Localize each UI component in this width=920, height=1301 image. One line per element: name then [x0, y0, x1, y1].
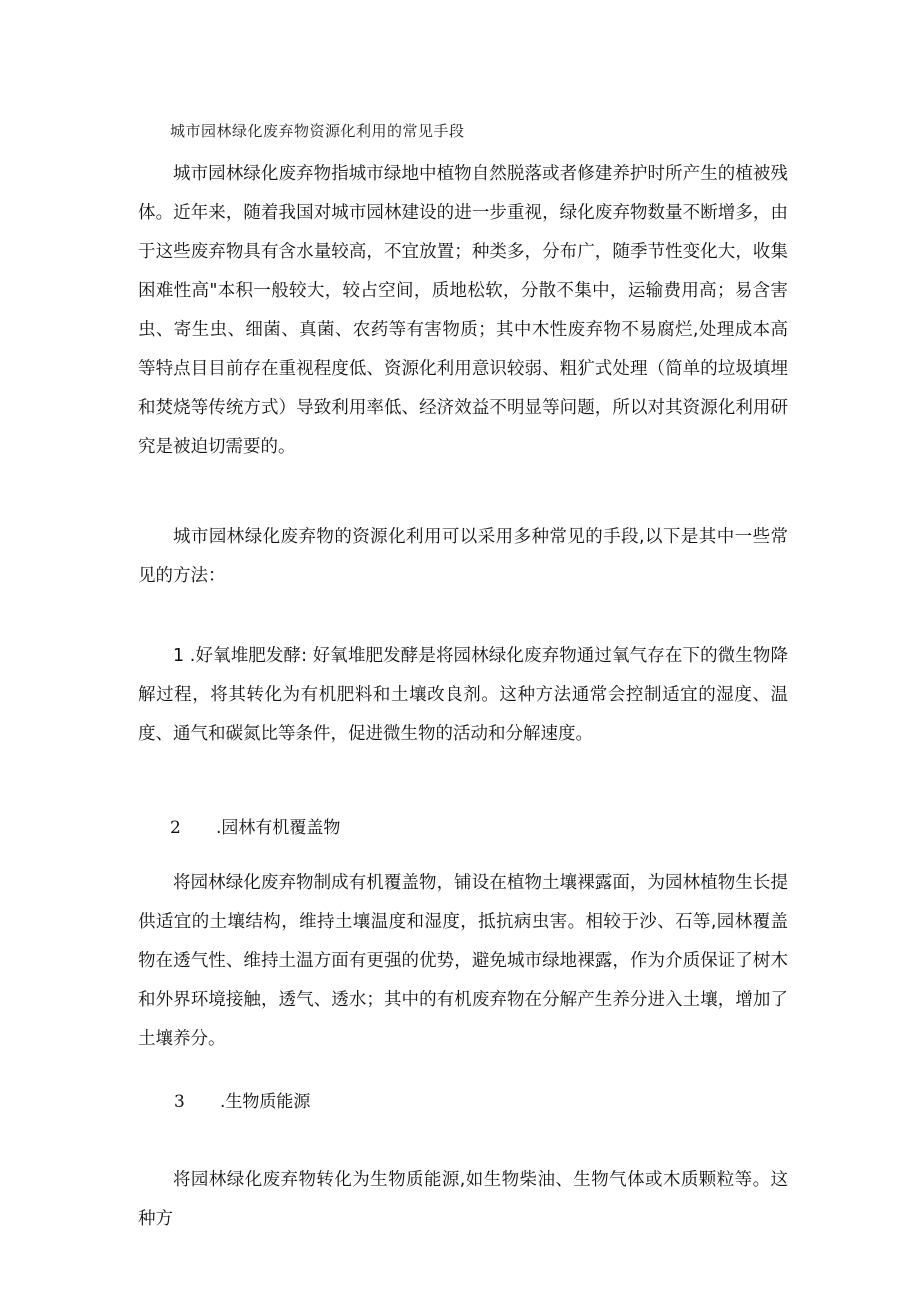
heading-method-2-number: 2 — [170, 818, 181, 838]
heading-method-2 — [170, 813, 340, 843]
heading-method-3-label: .生物质能源 — [220, 1092, 311, 1112]
paragraph-method-1-aerobic-composting: 1 .好氧堆肥发酵: 好氧堆肥发酵是将园林绿化废弃物通过氧气存在下的微生物降解过程，将其转化为有机肥料和土壤改良剂。这种方法通常会控制适宜的湿度、温度、通气和碳氮比等条件，促进微生物的活动和分解速度。 — [138, 646, 788, 744]
paragraph-methods-intro: 城市园林绿化废弃物的资源化利用可以采用多种常见的手段,以下是其中一些常见的方法： — [138, 527, 788, 586]
paragraph-method-2-organic-mulch: 将园林绿化废弃物制成有机覆盖物，铺设在植物土壤裸露面，为园林植物生长提供适宜的土壤结构，维持土壤温度和湿度，抵抗病虫害。相较于沙、石等,园林覆盖物在透气性、维持土温方面有更强的优势，避免城市绿地裸露，作为介质保证了树木和外界环境接触，透气、透水；其中的有机废弃物在分解产生养分进入土壤，增加了土壤养分。 — [138, 873, 788, 1049]
heading-method-3 — [174, 1087, 310, 1117]
paragraph-intro: 城市园林绿化废弃物指城市绿地中植物自然脱落或者修建养护时所产生的植被残体。近年来，随着我国对城市园林建设的进一步重视，绿化废弃物数量不断增多，由于这些废弃物具有含水量较高，不宜放置；种类多，分布广，随季节性变化大，收集困难性高"本积一般较大，较占空间，质地松软，分散不集中，运输费用高；易含害虫、寄生虫、细菌、真菌、农药等有害物质；其中木性废弃物不易腐烂,处理成本高等特点目目前存在重视程度低、资源化利用意识较弱、粗犷式处理（简单的垃圾填埋和焚烧等传统方式）导致利用率低、经济效益不明显等问题，所以对其资源化利用研究是被迫切需要的。 — [138, 164, 788, 457]
heading-method-2-label: .园林有机覆盖物 — [216, 818, 341, 838]
paragraph-method-3-biomass-energy: 将园林绿化废弃物转化为生物质能源,如生物柴油、生物气体或木质颗粒等。这种方 — [138, 1170, 788, 1229]
document-title: 城市园林绿化废弃物资源化利用的常见手段 — [170, 122, 465, 140]
heading-method-3-number: 3 — [174, 1092, 185, 1112]
